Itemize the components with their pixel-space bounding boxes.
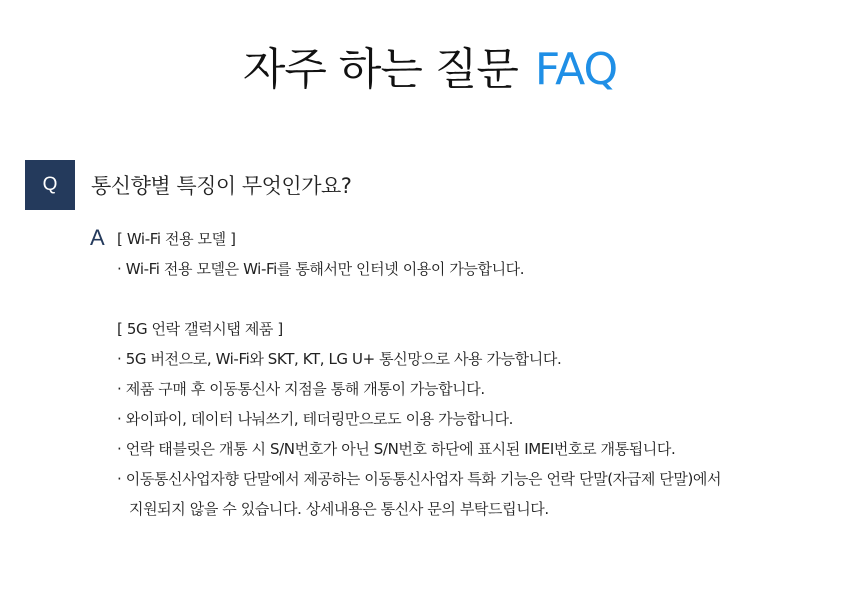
answer-item-5g-5-continuation: 지원되지 않을 수 있습니다. 상세내용은 통신사 문의 부탁드립니다.	[129, 500, 549, 518]
answer-section-title-5g: [ 5G 언락 갤럭시탭 제품 ]	[117, 320, 283, 338]
page-title	[0, 40, 860, 100]
page-title-accent: FAQ	[534, 44, 618, 95]
answer-item-5g-1: · 5G 버전으로, Wi-Fi와 SKT, KT, LG U+ 통신망으로 사용 가능합니다.	[117, 350, 562, 368]
answer-badge: A	[90, 225, 105, 250]
answer-item-5g-4: · 언락 태블릿은 개통 시 S/N번호가 아닌 S/N번호 하단에 표시된 IMEI번호로 개통됩니다.	[117, 440, 676, 458]
faq-question-text[interactable]: 통신향별 특징이 무엇인가요?	[91, 174, 352, 198]
question-badge: Q	[25, 160, 75, 210]
answer-content	[117, 224, 817, 524]
answer-spacer	[117, 284, 817, 314]
answer-item-wifi-1: · Wi-Fi 전용 모델은 Wi-Fi를 통해서만 인터넷 이용이 가능합니다.	[117, 260, 525, 278]
page-title-text: 자주 하는 질문	[242, 44, 518, 95]
answer-section-title-wifi: [ Wi-Fi 전용 모델 ]	[117, 230, 236, 248]
answer-item-5g-3: · 와이파이, 데이터 나눠쓰기, 테더링만으로도 이용 가능합니다.	[117, 410, 513, 428]
faq-question-row[interactable]	[25, 160, 351, 210]
answer-item-5g-5: · 이동통신사업자향 단말에서 제공하는 이동통신사업자 특화 기능은 언락 단말(자급제 단말)에서	[117, 470, 722, 488]
answer-item-5g-2: · 제품 구매 후 이동통신사 지점을 통해 개통이 가능합니다.	[117, 380, 485, 398]
